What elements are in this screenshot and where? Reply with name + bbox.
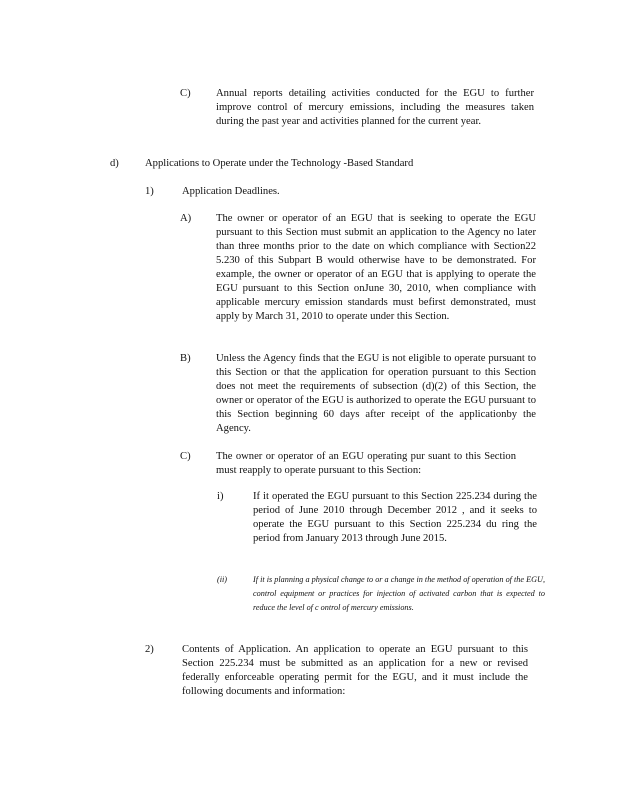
paragraph-label: 1)	[145, 186, 154, 197]
paragraph-title: Application Deadlines.	[182, 186, 280, 197]
paragraph-label: 2)	[145, 644, 154, 655]
subparagraph-text: If it operated the EGU pursuant to this Section 225.234 during the period of June 2010 through December 2012 , and it seeks to operate the EGU pursuant to this Section 225.234 du ring the period from January 2013 through June 2015.	[253, 491, 537, 544]
subparagraph-text: If it is planning a physical change to or a change in the method of operation of the EGU, control equipment or practices for injection of activated carbon that is expected to reduce the level of c ontrol of mercury emissions.	[253, 575, 545, 612]
subsection-label: d)	[110, 158, 119, 169]
subparagraph-label: i)	[217, 491, 224, 502]
paragraph-text: The owner or operator of an EGU operating pur suant to this Section must reapply to operate pursuant to this Section:	[216, 451, 516, 476]
paragraph-text: Contents of Application. An application to operate an EGU pursuant to this Section 225.234 must be submitted as an application for a new or revised federally enforceable operating permit for the EGU, and it must include the following documents and information:	[182, 644, 528, 697]
paragraph-text: The owner or operator of an EGU that is seeking to operate the EGU pursuant to this Section must submit an application to the Agency no later than three months prior to the date on which compliance with Section22 5.230 of this Subpart B would otherwise have to be demonstrated. For example, the owner or operator of an EGU that is applying to operate the EGU pursuant to this Section onJune 30, 2010, when compliance with applicable mercury emission standards must befirst demonstrated, must apply by March 31, 2010 to operate under this Section.	[216, 213, 536, 322]
paragraph-label: C)	[180, 451, 191, 462]
paragraph-text: Annual reports detailing activities conducted for the EGU to further improve control of mercury emissions, including the measures taken during the past year and activities planned for the current year.	[216, 88, 534, 127]
subparagraph-label: (ii)	[217, 575, 228, 584]
paragraph-a-application-deadline	[180, 212, 536, 324]
paragraph-2-contents-of-application	[145, 643, 528, 699]
subparagraph-ii	[217, 573, 545, 615]
paragraph-c-reapply	[180, 450, 516, 478]
paragraph-b-authorization	[180, 352, 536, 436]
subsection-title: Applications to Operate under the Technology -Based Standard	[145, 158, 414, 169]
paragraph-c-annual-reports	[180, 87, 534, 129]
subsection-d-heading	[110, 157, 413, 171]
paragraph-1-heading	[145, 185, 280, 199]
paragraph-label: A)	[180, 213, 192, 224]
subparagraph-i	[217, 490, 537, 546]
paragraph-label: C)	[180, 88, 191, 99]
paragraph-text: Unless the Agency finds that the EGU is not eligible to operate pursuant to this Section or that the application for operation pursuant to this Section does not meet the requirements of subsection (d)(2) of this Section, the owner or operator of the EGU is authorized to operate the EGU pursuant to this Section beginning 60 days after receipt of the applicationby the Agency.	[216, 353, 536, 434]
paragraph-label: B)	[180, 353, 191, 364]
